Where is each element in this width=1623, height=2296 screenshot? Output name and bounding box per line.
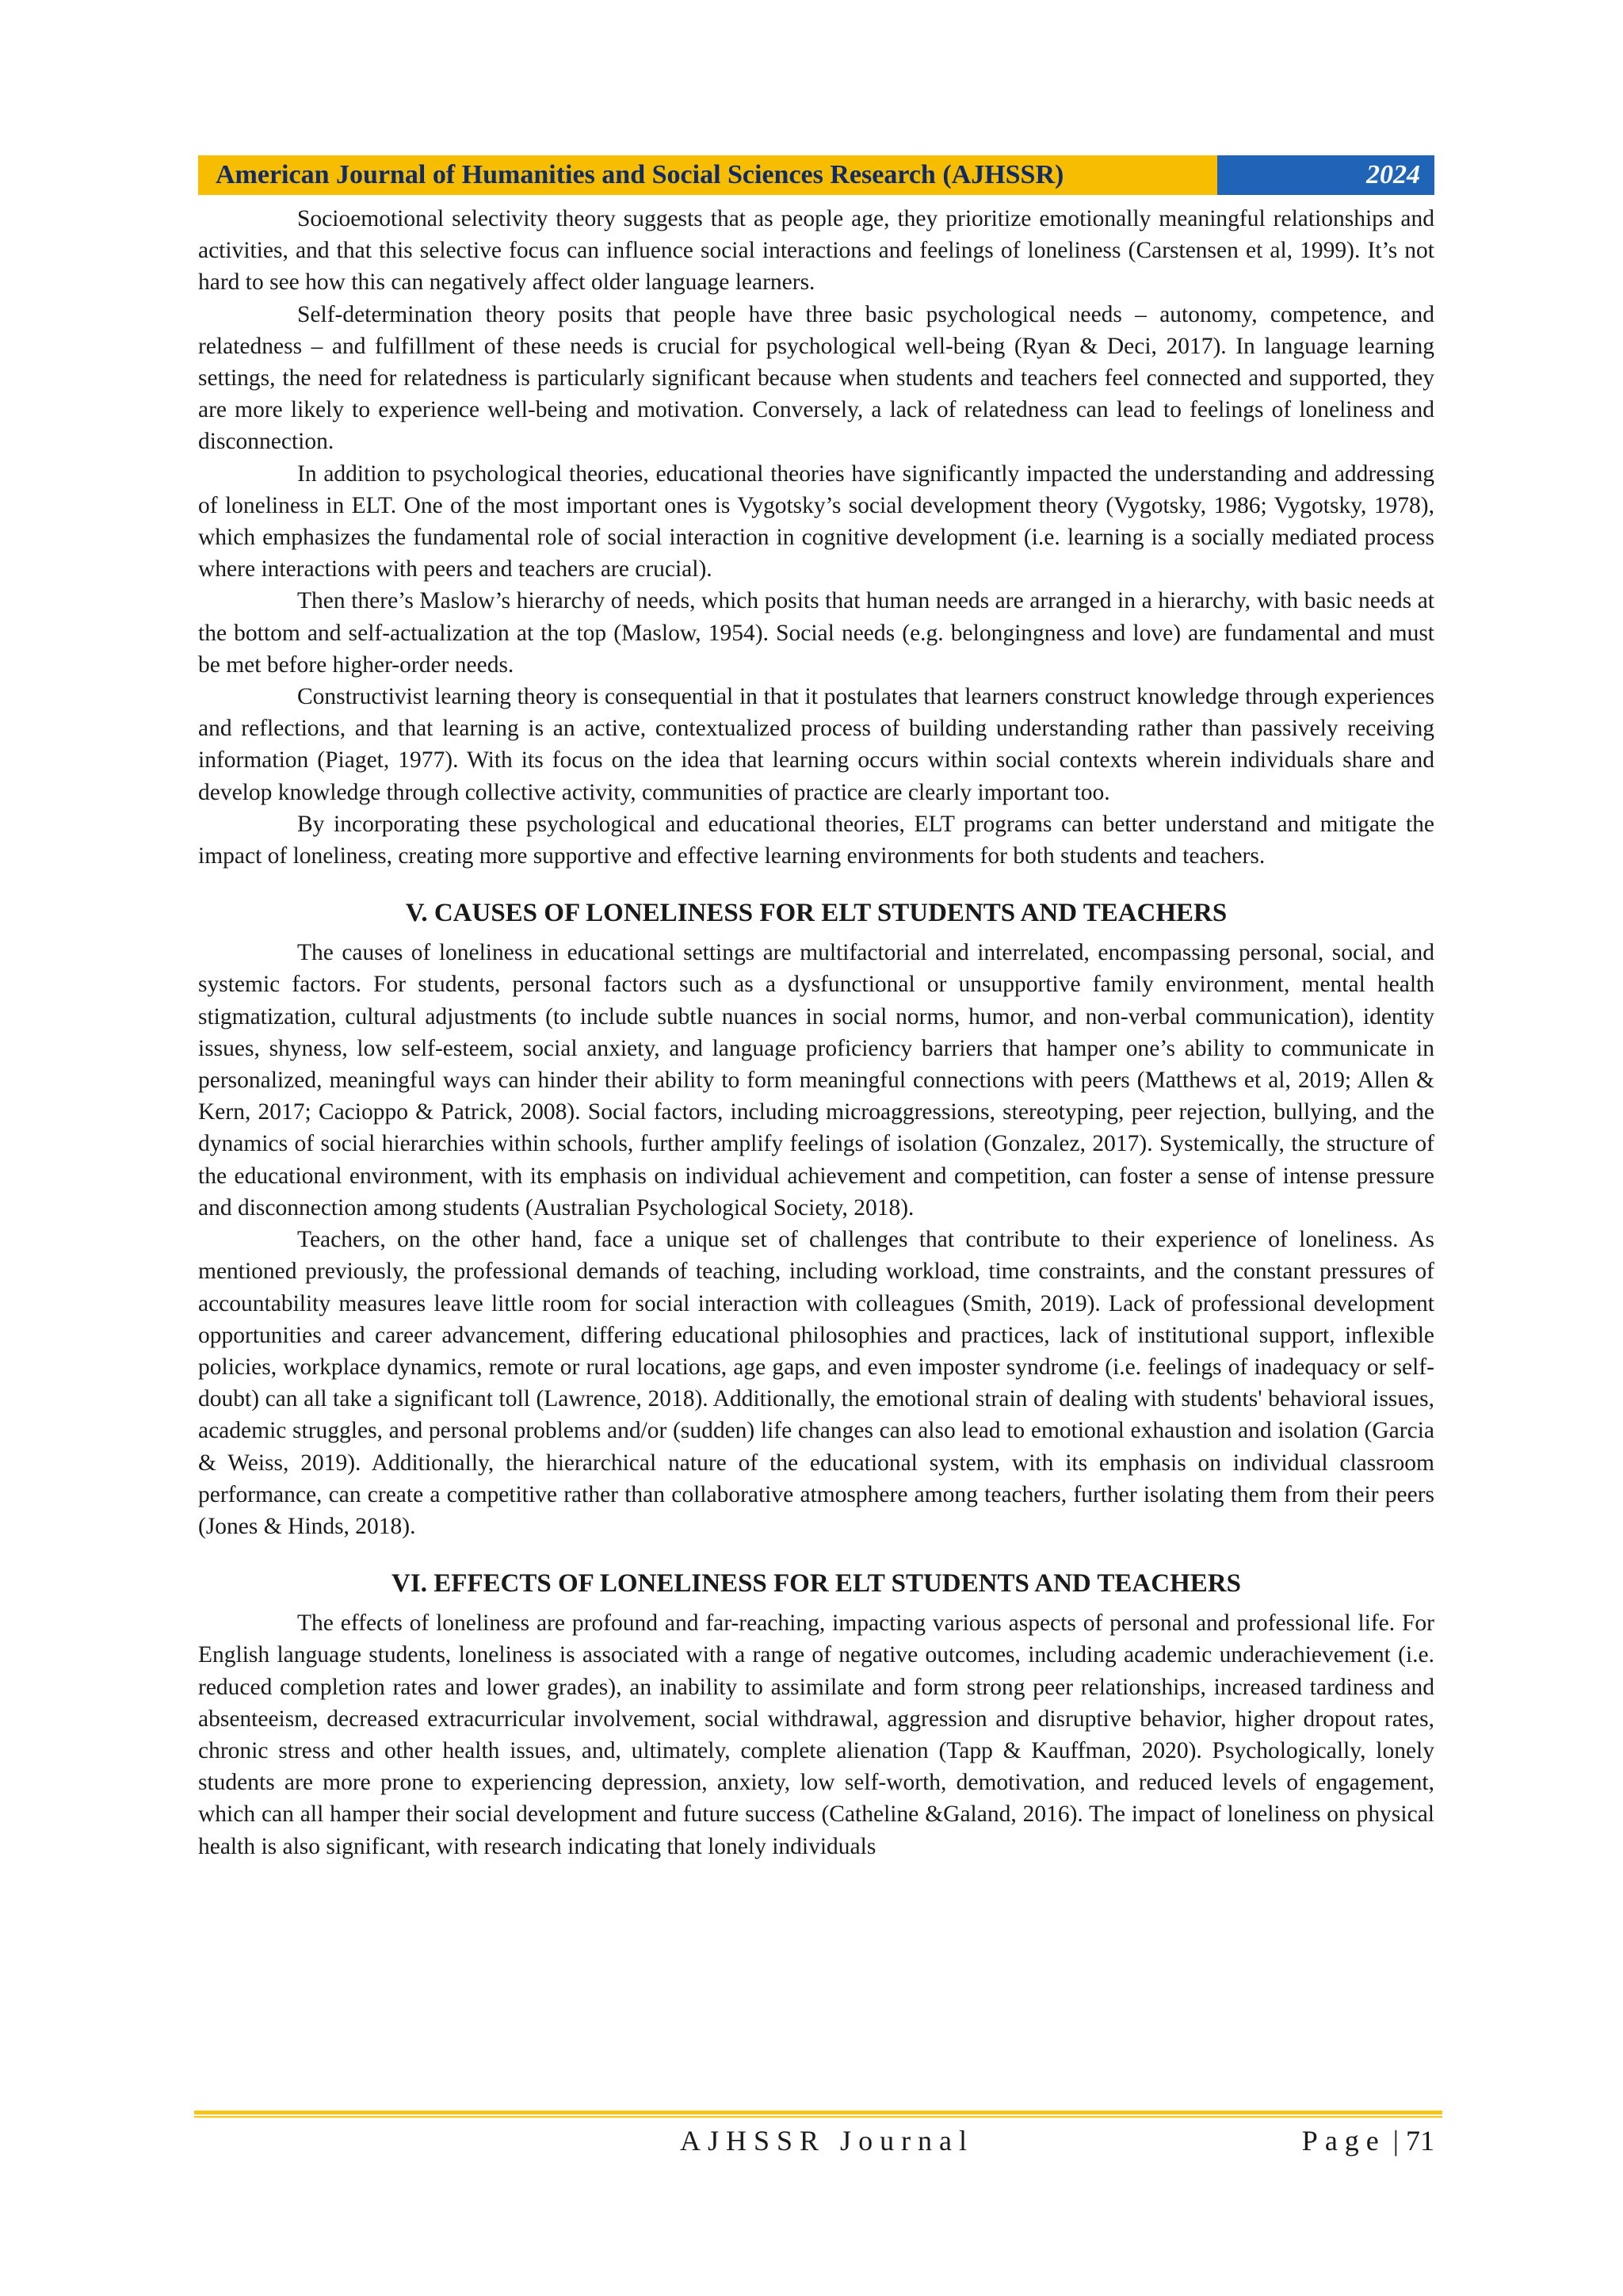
footer-page-number xyxy=(1302,2121,1434,2160)
footer-rule-thin xyxy=(194,2116,1442,2118)
footer-journal-label: AJHSSR Journal xyxy=(680,2125,975,2157)
body-paragraph: By incorporating these psychological and educational theories, ELT programs can better understand and mitigate the impact of loneliness, creating more supportive and effective learning environments for both students and teachers. xyxy=(198,811,1434,869)
body-paragraph: The effects of loneliness are profound and far-reaching, impacting various aspects of personal and professional life. For English language students, loneliness is associated with a range of negative outcomes, including academic underachievement (i.e. reduced completion rates and lower grades), an inability to assimilate and form strong peer relationships, increased tardiness and absenteeism, decreased extracurricular involvement, social withdrawal, aggression and disruptive behavior, higher dropout rates, chronic stress and other health issues, and, ultimately, complete alienation (Tapp & Kauffman, 2020). Psychologically, lonely students are more prone to experiencing depression, anxiety, low self-worth, demotivation, and reduced levels of engagement, which can all hamper their social development and future success (Catheline &Galand, 2016). The impact of loneliness on physical health is also significant, with research indicating that lonely individuals xyxy=(198,1610,1434,1859)
body-paragraph: Constructivist learning theory is consequential in that it postulates that learners construct knowledge through experiences and reflections, and that learning is an active, contextualized process of building understanding rather than passively receiving information (Piaget, 1977). With its focus on the idea that learning occurs within social contexts wherein individuals share and develop knowledge through collective activity, communities of practice are clearly important too. xyxy=(198,684,1434,805)
body-paragraph: Self-determination theory posits that people have three basic psychological needs – autonomy, competence, and relatedness – and fulfillment of these needs is crucial for psychological well-being (Ryan & Deci, 2017). In language learning settings, the need for relatedness is particularly significant because when students and teachers feel connected and supported, they are more likely to experience well-being and motivation. Conversely, a lack of relatedness can lead to feelings of loneliness and disconnection. xyxy=(198,301,1434,455)
body-paragraph: In addition to psychological theories, educational theories have significantly impacted the understanding and addressing of loneliness in ELT. One of the most important ones is Vygotsky’s social development theory (Vygotsky, 1986; Vygotsky, 1978), which emphasizes the fundamental role of social interaction in cognitive development (i.e. learning is a socially mediated process where interactions with peers and teachers are crucial). xyxy=(198,460,1434,583)
body-paragraph: Socioemotional selectivity theory suggests that as people age, they prioritize emotionally meaningful relationships and activities, and that this selective focus can influence social interactions and feelings of loneliness (Carstensen et al, 1999). It’s not hard to see how this can negatively affect older language learners. xyxy=(198,206,1434,296)
page-word: Page xyxy=(1301,2125,1386,2157)
body-paragraph: The causes of loneliness in educational settings are multifactorial and interrelated, encompassing personal, social, and systemic factors. For students, personal factors such as a dysfunctional or unsupportive family environment, mental health stigmatization, cultural adjustments (to include subtle nuances in social norms, humor, and non-verbal communication), identity issues, shyness, low self-esteem, social anxiety, and language proficiency barriers that hamper one’s ability to communicate in personalized, meaningful ways can hinder their ability to form meaningful connections with peers (Matthews et al, 2019; Allen & Kern, 2017; Cacioppo & Patrick, 2008). Social factors, including microaggressions, stereotyping, peer rejection, bullying, and the dynamics of social hierarchies within schools, further amplify feelings of isolation (Gonzalez, 2017). Systemically, the structure of the educational environment, with its emphasis on individual achievement and competition, can foster a sense of intense pressure and disconnection among students (Australian Psychological Society, 2018). xyxy=(198,940,1434,1221)
page-separator: | xyxy=(1392,2125,1399,2157)
article-body xyxy=(198,203,1434,1862)
publication-year: 2024 xyxy=(1217,155,1434,195)
body-paragraph: Teachers, on the other hand, face a unique set of challenges that contribute to their experience of loneliness. As mentioned previously, the professional demands of teaching, including workload, time constraints, and the constant pressures of accountability measures leave little room for social interaction with colleagues (Smith, 2019). Lack of professional development opportunities and career advancement, differing educational philosophies and practices, lack of institutional support, inflexible policies, workplace dynamics, remote or rural locations, age gaps, and even imposter syndrome (i.e. feelings of inadequacy or self-doubt) can all take a significant toll (Lawrence, 2018). Additionally, the emotional strain of dealing with students' behavioral issues, academic struggles, and personal problems and/or (sudden) life changes can also lead to emotional exhaustion and isolation (Garcia & Weiss, 2019). Additionally, the hierarchical nature of the educational system, with its emphasis on individual classroom performance, can create a competitive rather than collaborative atmosphere among teachers, further isolating them from their peers (Jones & Hinds, 2018). xyxy=(198,1227,1434,1539)
journal-title: American Journal of Humanities and Social Sciences Research (AJHSSR) xyxy=(198,155,1217,195)
running-header xyxy=(198,155,1434,195)
section-heading-effects: VI. EFFECTS OF LONELINESS FOR ELT STUDENTS AND TEACHERS xyxy=(391,1569,1241,1599)
footer-rule xyxy=(194,2111,1442,2115)
body-paragraph: Then there’s Maslow’s hierarchy of needs, which posits that human needs are arranged in a hierarchy, with basic needs at the bottom and self-actualization at the top (Maslow, 1954). Social needs (e.g. belongingness and love) are fundamental and must be met before higher-order needs. xyxy=(198,588,1434,678)
page-number: 71 xyxy=(1406,2125,1434,2157)
section-heading-causes: V. CAUSES OF LONELINESS FOR ELT STUDENTS AND TEACHERS xyxy=(405,899,1228,928)
